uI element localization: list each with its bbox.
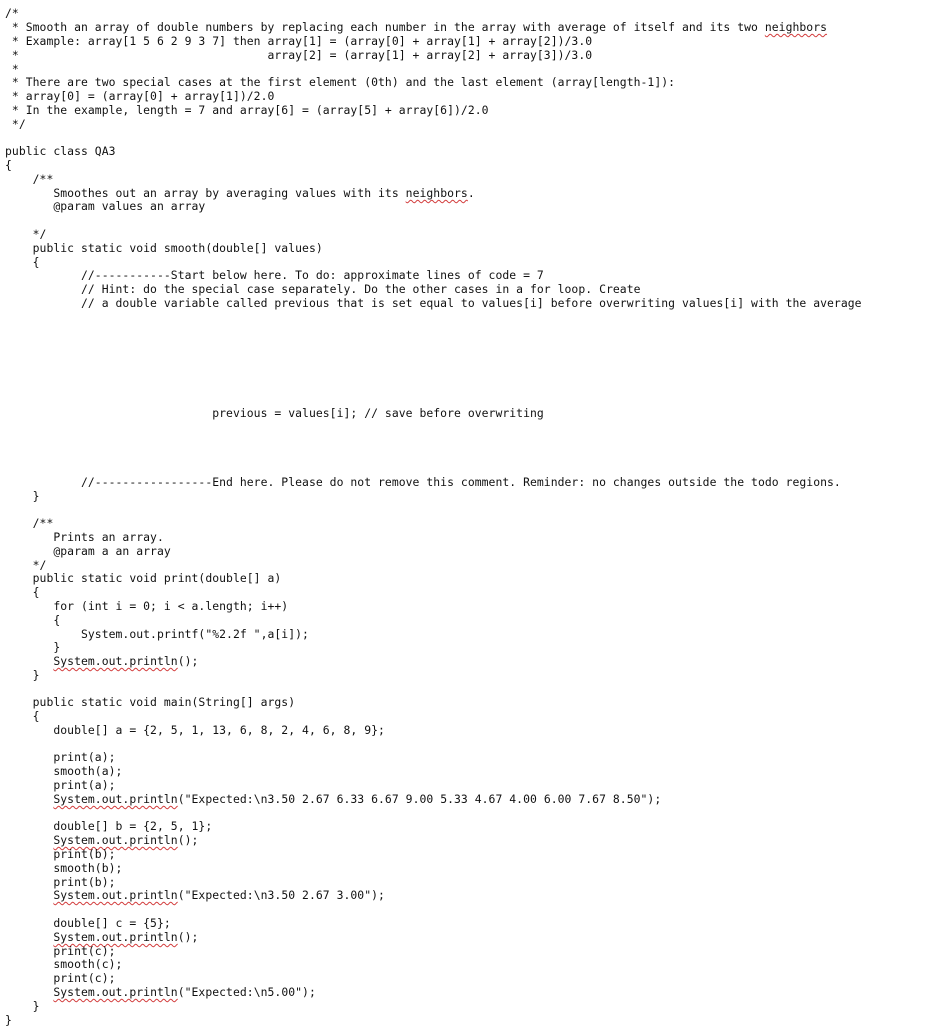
code-text: } bbox=[5, 640, 61, 654]
code-line[interactable] bbox=[5, 847, 116, 861]
code-text: */ bbox=[5, 117, 26, 131]
code-text: public class QA3 bbox=[5, 144, 116, 158]
code-text: * In the example, length = 7 and array[6] = (array[5] + array[6])/2.0 bbox=[5, 103, 489, 117]
code-line[interactable] bbox=[5, 241, 323, 255]
code-text: /* bbox=[5, 6, 19, 20]
code-line[interactable] bbox=[5, 558, 46, 572]
code-line[interactable] bbox=[5, 750, 116, 764]
code-text: (); bbox=[177, 833, 199, 847]
code-text: */ bbox=[5, 558, 47, 572]
code-text: print(c); bbox=[5, 944, 116, 958]
code-line[interactable] bbox=[5, 571, 281, 585]
code-line[interactable] bbox=[5, 792, 661, 806]
code-text: (); bbox=[177, 930, 199, 944]
code-line[interactable] bbox=[5, 875, 116, 889]
code-text: } bbox=[5, 668, 40, 682]
code-text bbox=[5, 792, 53, 806]
code-text: . bbox=[467, 186, 475, 200]
code-line[interactable] bbox=[5, 944, 116, 958]
code-text: smooth(a); bbox=[5, 764, 123, 778]
code-text: } bbox=[5, 489, 40, 503]
code-text: print(a); bbox=[5, 778, 116, 792]
code-text: { bbox=[5, 255, 40, 269]
code-line[interactable] bbox=[5, 695, 295, 709]
code-text: } bbox=[5, 999, 40, 1013]
code-text: //-----------------End here. Please do not remove this comment. Reminder: no changes outside the todo regions. bbox=[5, 475, 841, 489]
code-line[interactable] bbox=[5, 475, 841, 489]
code-line[interactable] bbox=[5, 530, 164, 544]
code-text: print(b); bbox=[5, 847, 116, 861]
code-text: print(b); bbox=[5, 875, 116, 889]
code-line[interactable] bbox=[5, 888, 385, 902]
code-text: // Hint: do the special case separately. Do the other cases in a for loop. Create bbox=[5, 282, 641, 296]
code-text: ("Expected:\n5.00"); bbox=[177, 985, 316, 999]
spellcheck-flagged-token: System.out.println bbox=[53, 654, 178, 668]
code-text: double[] c = {5}; bbox=[5, 916, 171, 930]
code-line[interactable] bbox=[5, 627, 309, 641]
code-line[interactable] bbox=[5, 199, 205, 213]
code-line[interactable] bbox=[5, 999, 40, 1013]
code-text bbox=[5, 930, 53, 944]
code-text: { bbox=[5, 158, 12, 172]
code-text: * array[2] = (array[1] + array[2] + array[3])/3.0 bbox=[5, 48, 593, 62]
code-line[interactable] bbox=[5, 930, 198, 944]
code-line[interactable] bbox=[5, 268, 544, 282]
code-text: { bbox=[5, 613, 61, 627]
code-line[interactable] bbox=[5, 819, 212, 833]
code-text: print(a); bbox=[5, 750, 116, 764]
code-line[interactable] bbox=[5, 861, 122, 875]
code-text: System.out.printf("%2.2f ",a[i]); bbox=[5, 627, 309, 641]
code-text: * There are two special cases at the first element (0th) and the last element (array[length-1]): bbox=[5, 75, 676, 89]
spellcheck-flagged-token: System.out.println bbox=[53, 888, 178, 902]
code-text: ("Expected:\n3.50 2.67 3.00"); bbox=[177, 888, 385, 902]
code-line[interactable] bbox=[5, 916, 171, 930]
code-text: @param values an array bbox=[5, 199, 206, 213]
code-text: * Smooth an array of double numbers by replacing each number in the array with average of itself and its two bbox=[5, 20, 765, 34]
code-line[interactable] bbox=[5, 227, 46, 241]
code-line[interactable] bbox=[5, 764, 122, 778]
spellcheck-flagged-token: neighbors bbox=[405, 186, 468, 200]
code-line[interactable] bbox=[5, 62, 19, 76]
code-text: public static void smooth(double[] values) bbox=[5, 241, 323, 255]
code-line[interactable] bbox=[5, 723, 385, 737]
code-text: smooth(b); bbox=[5, 861, 123, 875]
code-text: public static void print(double[] a) bbox=[5, 571, 282, 585]
code-text: public static void main(String[] args) bbox=[5, 695, 296, 709]
code-text: Prints an array. bbox=[5, 530, 164, 544]
code-text: { bbox=[5, 585, 40, 599]
code-line[interactable] bbox=[5, 833, 198, 847]
code-line[interactable] bbox=[5, 709, 40, 723]
code-line[interactable] bbox=[5, 144, 116, 158]
code-line[interactable] bbox=[5, 6, 19, 20]
code-text: // a double variable called previous that is set equal to values[i] before overwriting values[i] with the average bbox=[5, 296, 862, 310]
code-text: Smoothes out an array by averaging values with its bbox=[5, 186, 406, 200]
code-line[interactable] bbox=[5, 613, 60, 627]
code-line[interactable] bbox=[5, 516, 53, 530]
code-text: ("Expected:\n3.50 2.67 6.33 6.67 9.00 5.33 4.67 4.00 6.00 7.67 8.50"); bbox=[177, 792, 662, 806]
code-text bbox=[5, 888, 53, 902]
code-text: for (int i = 0; i < a.length; i++) bbox=[5, 599, 289, 613]
code-line[interactable] bbox=[5, 172, 53, 186]
code-text: double[] b = {2, 5, 1}; bbox=[5, 819, 213, 833]
code-text: * Example: array[1 5 6 2 9 3 7] then array[1] = (array[0] + array[1] + array[2])/3.0 bbox=[5, 34, 593, 48]
code-text: @param a an array bbox=[5, 544, 171, 558]
code-line[interactable] bbox=[5, 406, 544, 420]
code-text: previous = values[i]; // save before overwriting bbox=[5, 406, 544, 420]
code-line[interactable] bbox=[5, 778, 116, 792]
code-text bbox=[5, 654, 53, 668]
spellcheck-flagged-token: System.out.println bbox=[53, 833, 178, 847]
code-text bbox=[5, 833, 53, 847]
code-line[interactable] bbox=[5, 158, 12, 172]
code-text: * bbox=[5, 62, 19, 76]
code-line[interactable] bbox=[5, 1013, 12, 1027]
code-line[interactable] bbox=[5, 489, 40, 503]
spellcheck-flagged-token: neighbors bbox=[764, 20, 828, 34]
code-line[interactable] bbox=[5, 985, 316, 999]
code-line[interactable] bbox=[5, 34, 592, 48]
code-line[interactable] bbox=[5, 89, 274, 103]
code-line[interactable] bbox=[5, 971, 116, 985]
code-line[interactable] bbox=[5, 296, 862, 310]
code-line[interactable] bbox=[5, 282, 641, 296]
code-line[interactable] bbox=[5, 668, 40, 682]
code-line[interactable] bbox=[5, 544, 171, 558]
spellcheck-flagged-token: System.out.println bbox=[53, 985, 178, 999]
code-text bbox=[5, 985, 53, 999]
code-text: //-----------Start below here. To do: approximate lines of code = 7 bbox=[5, 268, 544, 282]
code-text: smooth(c); bbox=[5, 957, 123, 971]
code-line[interactable] bbox=[5, 103, 489, 117]
code-line[interactable] bbox=[5, 117, 26, 131]
code-text: (); bbox=[177, 654, 199, 668]
code-text: { bbox=[5, 709, 40, 723]
code-line[interactable] bbox=[5, 20, 827, 34]
code-line[interactable] bbox=[5, 75, 675, 89]
spellcheck-flagged-token: System.out.println bbox=[53, 792, 178, 806]
code-text: /** bbox=[5, 516, 54, 530]
code-text: double[] a = {2, 5, 1, 13, 6, 8, 2, 4, 6, 8, 9}; bbox=[5, 723, 385, 737]
code-text: /** bbox=[5, 172, 54, 186]
spellcheck-flagged-token: System.out.println bbox=[53, 930, 178, 944]
code-text: */ bbox=[5, 227, 47, 241]
code-text: print(c); bbox=[5, 971, 116, 985]
code-line[interactable] bbox=[5, 957, 122, 971]
code-text: * array[0] = (array[0] + array[1])/2.0 bbox=[5, 89, 275, 103]
code-line[interactable] bbox=[5, 255, 40, 269]
code-line[interactable] bbox=[5, 48, 592, 62]
code-line[interactable] bbox=[5, 599, 288, 613]
code-line[interactable] bbox=[5, 186, 475, 200]
code-line[interactable] bbox=[5, 640, 60, 654]
code-text: } bbox=[5, 1013, 12, 1027]
code-line[interactable] bbox=[5, 654, 198, 668]
code-line[interactable] bbox=[5, 585, 40, 599]
